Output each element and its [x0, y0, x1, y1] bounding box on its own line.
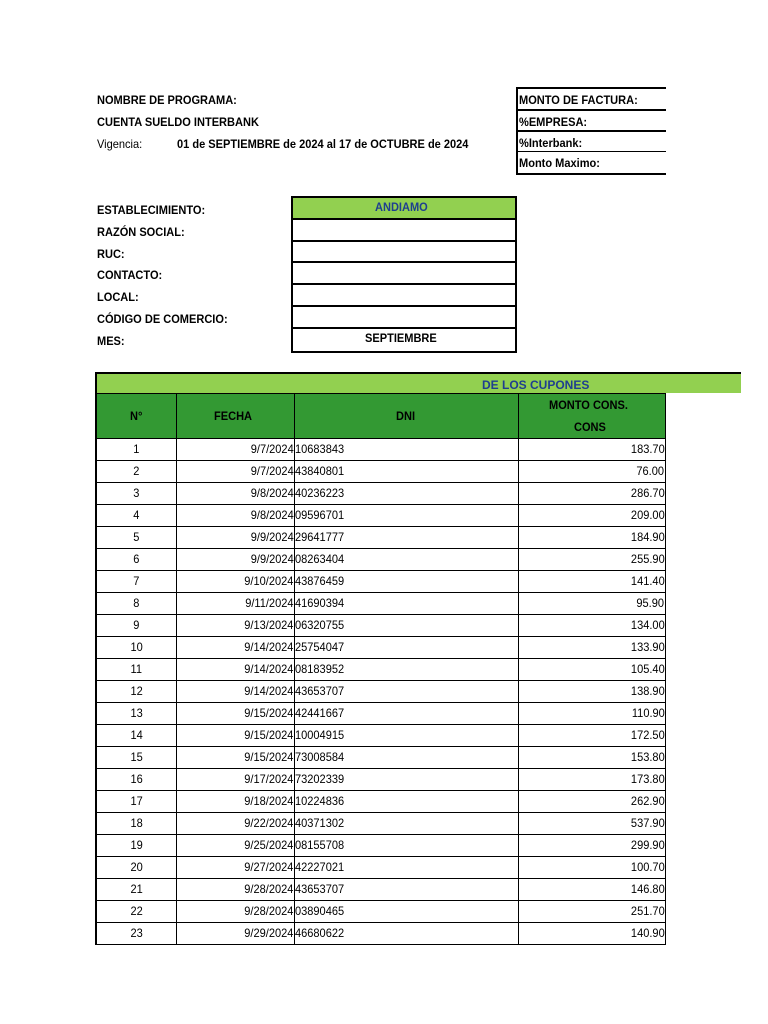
row-amount: 100.70: [518, 857, 665, 879]
row-amount: 183.70: [518, 439, 665, 461]
business-name-label: RAZÓN SOCIAL:: [97, 225, 185, 239]
table-row: [96, 703, 665, 725]
invoice-amount-label: MONTO DE FACTURA:: [518, 89, 666, 110]
row-dni: 43840801: [294, 461, 518, 483]
row-date: 9/15/2024: [176, 703, 294, 725]
row-number: 15: [96, 747, 176, 769]
row-amount: 172.50: [518, 725, 665, 747]
row-number: 6: [96, 549, 176, 571]
row-amount: 262.90: [518, 791, 665, 813]
row-dni: 06320755: [294, 615, 518, 637]
row-date: 9/15/2024: [176, 725, 294, 747]
row-date: 9/13/2024: [176, 615, 294, 637]
row-amount: 209.00: [518, 505, 665, 527]
table-row: [96, 923, 665, 945]
table-row: [96, 637, 665, 659]
row-dni: 25754047: [294, 637, 518, 659]
month-value: SEPTIEMBRE: [364, 330, 437, 345]
row-dni: 08155708: [294, 835, 518, 857]
row-amount: 173.80: [518, 769, 665, 791]
establishment-fields: [291, 196, 517, 353]
validity-row: [97, 137, 146, 151]
row-dni: 29641777: [294, 527, 518, 549]
table-row: [96, 769, 665, 791]
row-number: 17: [96, 791, 176, 813]
row-date: 9/10/2024: [176, 571, 294, 593]
row-dni: 40371302: [294, 813, 518, 835]
row-date: 9/17/2024: [176, 769, 294, 791]
row-amount: 537.90: [518, 813, 665, 835]
row-date: 9/29/2024: [176, 923, 294, 945]
row-dni: 03890465: [294, 901, 518, 923]
row-date: 9/9/2024: [176, 549, 294, 571]
row-number: 13: [96, 703, 176, 725]
row-number: 1: [96, 439, 176, 461]
row-amount: 251.70: [518, 901, 665, 923]
row-dni: 43653707: [294, 681, 518, 703]
table-row: [96, 527, 665, 549]
row-dni: 73202339: [294, 769, 518, 791]
row-date: 9/8/2024: [176, 483, 294, 505]
table-row: [96, 439, 665, 461]
table-row: [96, 791, 665, 813]
row-amount: 76.00: [518, 461, 665, 483]
row-amount: 255.90: [518, 549, 665, 571]
row-amount: 184.90: [518, 527, 665, 549]
row-date: 9/9/2024: [176, 527, 294, 549]
contact-value: [293, 263, 515, 285]
row-amount: 134.00: [518, 615, 665, 637]
row-amount: 138.90: [518, 681, 665, 703]
validity-label: Vigencia:: [97, 137, 143, 151]
col-amount-header: MONTO CONS. CONS: [518, 394, 665, 439]
row-amount: 146.80: [518, 879, 665, 901]
row-date: 9/8/2024: [176, 505, 294, 527]
row-date: 9/14/2024: [176, 681, 294, 703]
row-date: 9/27/2024: [176, 857, 294, 879]
row-number: 10: [96, 637, 176, 659]
row-amount: 95.90: [518, 593, 665, 615]
local-value: [293, 285, 515, 307]
row-date: 9/7/2024: [176, 439, 294, 461]
row-amount: 133.90: [518, 637, 665, 659]
row-date: 9/28/2024: [176, 879, 294, 901]
row-date: 9/18/2024: [176, 791, 294, 813]
row-number: 18: [96, 813, 176, 835]
row-date: 9/22/2024: [176, 813, 294, 835]
row-date: 9/7/2024: [176, 461, 294, 483]
row-dni: 08263404: [294, 549, 518, 571]
row-amount: 153.80: [518, 747, 665, 769]
row-number: 4: [96, 505, 176, 527]
row-dni: 41690394: [294, 593, 518, 615]
row-dni: 43653707: [294, 879, 518, 901]
month-label: MES:: [97, 334, 125, 348]
row-number: 5: [96, 527, 176, 549]
table-row: [96, 549, 665, 571]
row-dni: 10683843: [294, 439, 518, 461]
row-dni: 43876459: [294, 571, 518, 593]
row-number: 12: [96, 681, 176, 703]
table-row: [96, 615, 665, 637]
col-number-header: N°: [96, 394, 176, 439]
invoice-summary-box: [516, 87, 666, 175]
row-dni: 10224836: [294, 791, 518, 813]
row-dni: 73008584: [294, 747, 518, 769]
row-number: 8: [96, 593, 176, 615]
row-date: 9/15/2024: [176, 747, 294, 769]
table-row: [96, 681, 665, 703]
table-row: [96, 571, 665, 593]
establishment-label: ESTABLECIMIENTO:: [97, 203, 206, 217]
row-number: 22: [96, 901, 176, 923]
col-dni-header: DNI: [294, 394, 518, 439]
row-number: 7: [96, 571, 176, 593]
row-number: 2: [96, 461, 176, 483]
row-number: 14: [96, 725, 176, 747]
ruc-value: [293, 242, 515, 264]
row-number: 23: [96, 923, 176, 945]
row-amount: 105.40: [518, 659, 665, 681]
row-date: 9/14/2024: [176, 659, 294, 681]
row-number: 11: [96, 659, 176, 681]
establishment-value: ANDIAMO: [293, 198, 515, 220]
coupons-table: [95, 393, 666, 945]
row-number: 19: [96, 835, 176, 857]
col-date-header: FECHA: [176, 394, 294, 439]
company-percent-label: %EMPRESA:: [518, 110, 666, 131]
merchant-code-value: [293, 307, 515, 329]
row-amount: 140.90: [518, 923, 665, 945]
program-name-label: NOMBRE DE PROGRAMA:: [97, 93, 237, 107]
table-row: [96, 901, 665, 923]
merchant-code-label: CÓDIGO DE COMERCIO:: [97, 312, 228, 326]
table-row: [96, 593, 665, 615]
row-amount: 110.90: [518, 703, 665, 725]
row-dni: 46680622: [294, 923, 518, 945]
interbank-percent-label: %Interbank:: [518, 131, 666, 152]
row-dni: 08183952: [294, 659, 518, 681]
table-row: [96, 813, 665, 835]
coupons-header-row: [96, 394, 665, 439]
row-date: 9/11/2024: [176, 593, 294, 615]
table-row: [96, 461, 665, 483]
table-row: [96, 483, 665, 505]
max-amount-label: Monto Maximo:: [519, 156, 600, 170]
coupons-banner: [95, 372, 741, 393]
contact-label: CONTACTO:: [97, 268, 163, 282]
local-label: LOCAL:: [97, 290, 139, 304]
table-row: [96, 659, 665, 681]
row-number: 16: [96, 769, 176, 791]
business-name-value: [293, 220, 515, 242]
table-row: [96, 747, 665, 769]
account-name-label: CUENTA SUELDO INTERBANK: [97, 115, 259, 129]
table-row: [96, 505, 665, 527]
validity-value: 01 de SEPTIEMBRE de 2024 al 17 de OCTUBRE de 2024: [177, 137, 469, 151]
row-date: 9/25/2024: [176, 835, 294, 857]
coupons-banner-title: DE LOS CUPONES: [482, 378, 590, 392]
row-amount: 141.40: [518, 571, 665, 593]
row-amount: 286.70: [518, 483, 665, 505]
table-row: [96, 879, 665, 901]
row-dni: 40236223: [294, 483, 518, 505]
row-dni: 42227021: [294, 857, 518, 879]
row-number: 9: [96, 615, 176, 637]
table-row: [96, 857, 665, 879]
row-dni: 09596701: [294, 505, 518, 527]
row-date: 9/28/2024: [176, 901, 294, 923]
ruc-label: RUC:: [97, 247, 125, 261]
row-date: 9/14/2024: [176, 637, 294, 659]
row-number: 3: [96, 483, 176, 505]
table-row: [96, 725, 665, 747]
row-number: 21: [96, 879, 176, 901]
row-dni: 42441667: [294, 703, 518, 725]
row-amount: 299.90: [518, 835, 665, 857]
row-dni: 10004915: [294, 725, 518, 747]
row-number: 20: [96, 857, 176, 879]
table-row: [96, 835, 665, 857]
